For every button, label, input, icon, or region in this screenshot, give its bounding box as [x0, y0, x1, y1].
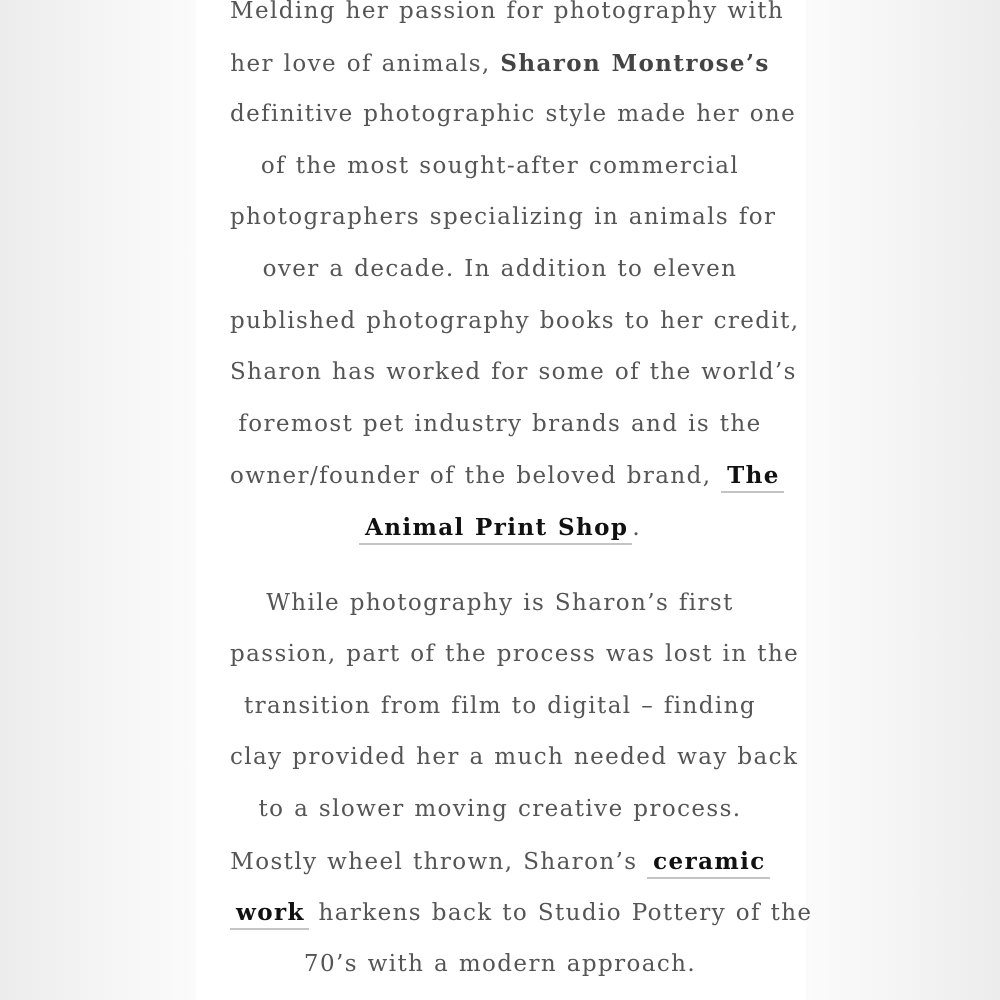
- text-line: photographers specializing in animals for: [230, 204, 777, 231]
- text-line: [230, 502, 770, 554]
- text-line: [230, 38, 770, 90]
- text-line: 70’s with a modern approach.: [303, 950, 697, 977]
- text-line: definitive photographic style made her one: [230, 101, 797, 128]
- animal-print-shop-link-continued[interactable]: Animal Print Shop: [359, 514, 632, 545]
- text-line: over a decade. In addition to eleven: [262, 255, 738, 282]
- text-line: passion, part of the process was lost in the: [230, 641, 800, 668]
- text-segment: .: [632, 514, 642, 541]
- text-line: [230, 836, 770, 888]
- paragraph-bio-photography: [230, 0, 800, 554]
- ceramic-work-link-continued[interactable]: work: [230, 899, 309, 930]
- text-line: While photography is Sharon’s first: [266, 589, 734, 616]
- text-line: [230, 450, 780, 502]
- text-line: [230, 887, 813, 939]
- text-segment: Mostly wheel thrown, Sharon’s: [230, 848, 648, 875]
- text-line: Sharon has worked for some of the world’s: [230, 359, 797, 386]
- animal-print-shop-link[interactable]: The: [721, 462, 784, 493]
- text-line: published photography books to her credit,: [230, 307, 800, 334]
- text-line: foremost pet industry brands and is the: [238, 410, 762, 437]
- text-segment: her love of animals,: [230, 50, 501, 77]
- paragraph-bio-ceramics: [230, 578, 813, 991]
- text-line: to a slower moving creative process.: [258, 795, 742, 822]
- text-line: Melding her passion for photography with: [230, 0, 785, 24]
- about-article: [230, 0, 813, 990]
- ceramic-work-link[interactable]: ceramic: [647, 848, 770, 879]
- text-segment: harkens back to Studio Pottery of the: [308, 900, 813, 927]
- paragraph-spacer: [230, 554, 770, 578]
- text-line: clay provided her a much needed way back: [230, 744, 799, 771]
- text-segment: owner/founder of the beloved brand,: [230, 463, 722, 490]
- text-line: of the most sought-after commercial: [260, 152, 740, 179]
- name-highlight: Sharon Montrose’s: [500, 49, 770, 77]
- text-line: transition from film to digital – finding: [243, 692, 756, 719]
